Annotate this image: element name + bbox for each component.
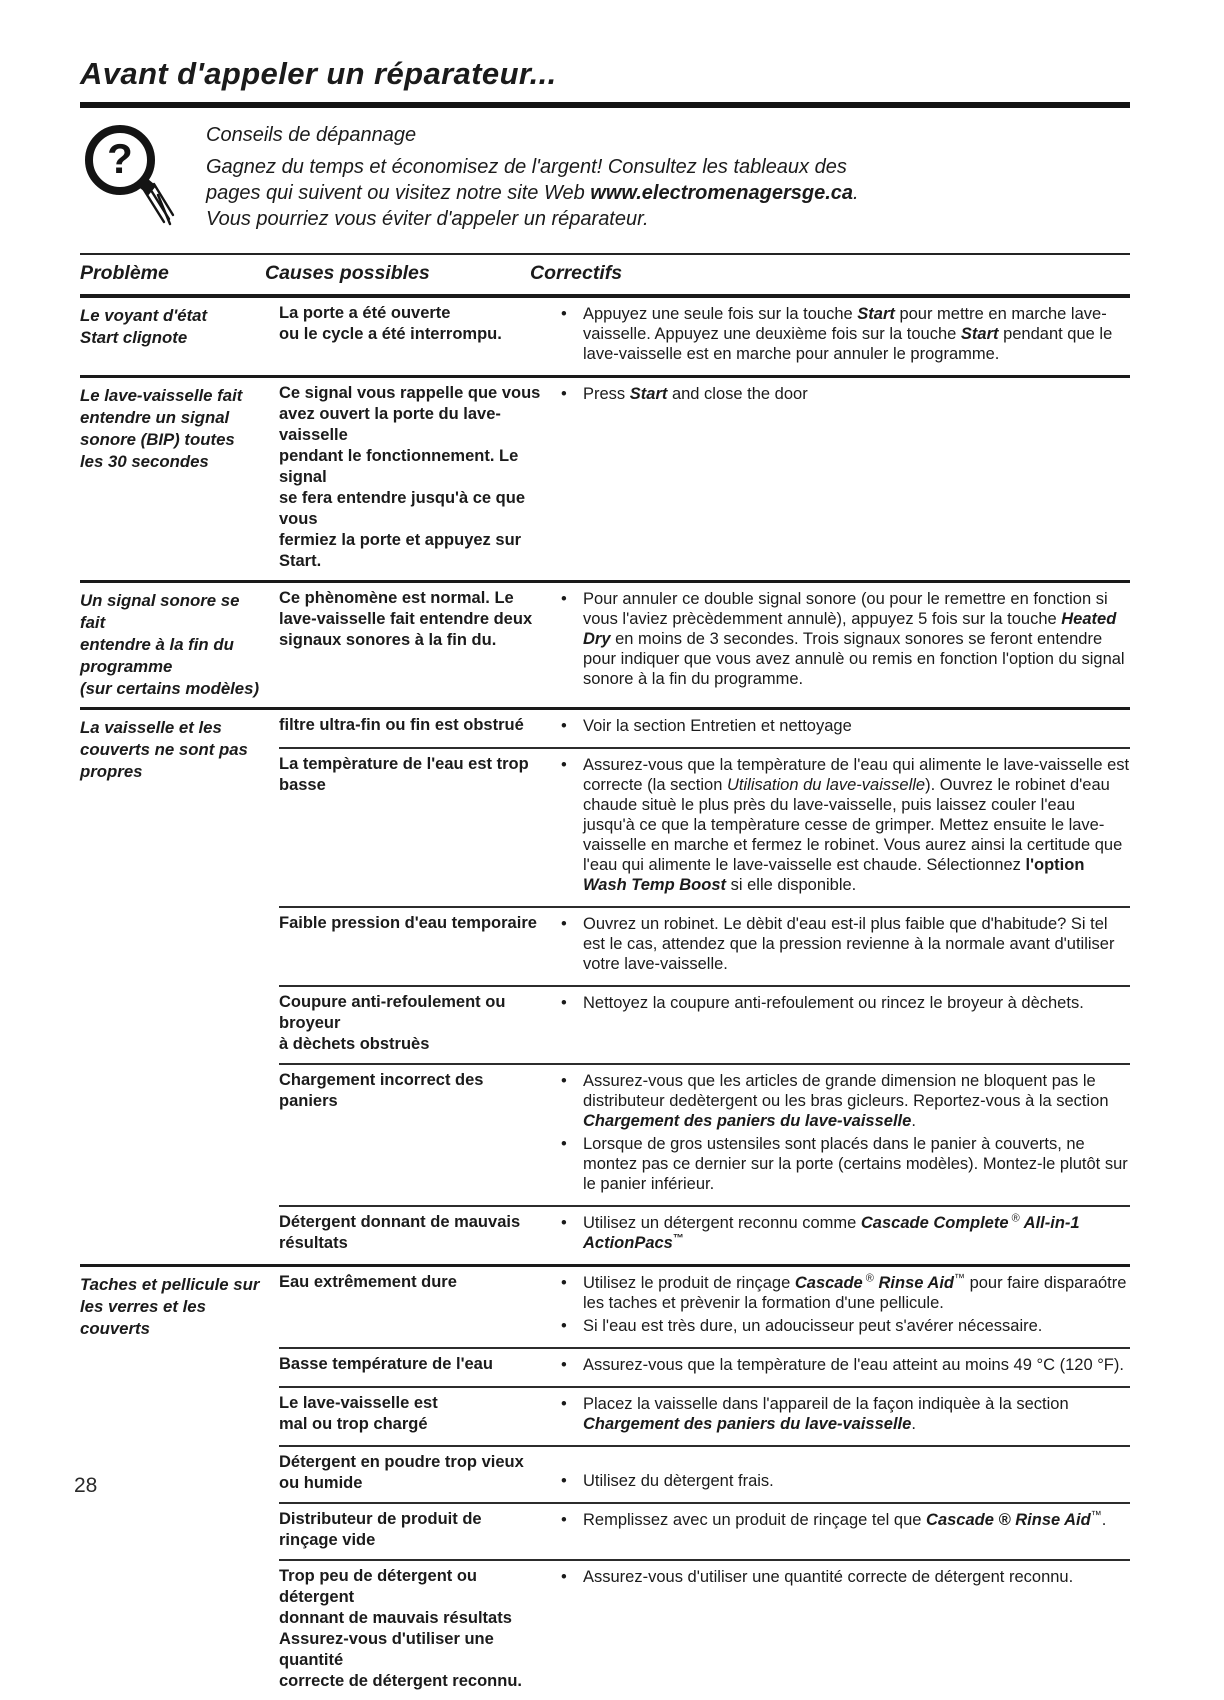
bullet-icon: • xyxy=(561,1317,567,1335)
text-segment: Si l'eau est très dure, un adoucisseur peut s'avérer nécessaire. xyxy=(583,1317,1043,1335)
cause-cell xyxy=(279,1070,558,1197)
correctif-bullet xyxy=(558,1316,1130,1336)
text-segment: Pour annuler ce double signal sonore (ou pour le remettre en fonction si vous l'aviez prècèdemment annulè), appuyez 5 fois sur la touche xyxy=(583,590,1108,628)
intro-paragraph xyxy=(206,154,859,232)
cause-line: Faible pression d'eau temporaire xyxy=(279,914,537,932)
intro-heading: Conseils de dépannage xyxy=(206,124,417,146)
correctif-bullet xyxy=(558,755,1130,895)
correctif-cell xyxy=(558,1354,1130,1378)
cause-line: fermiez la porte et appuyez sur Start. xyxy=(279,531,522,570)
table-subrow xyxy=(279,1267,1130,1347)
table-row xyxy=(80,1264,1130,1700)
cause-line: pendant le fonctionnement. Le signal xyxy=(279,447,519,486)
problem-cell xyxy=(80,583,279,707)
cause-line: Basse température de l'eau xyxy=(279,1355,493,1373)
bullet-text xyxy=(583,755,1130,895)
manual-page-content xyxy=(80,56,1130,1700)
cause-line: à dèchets obstruès xyxy=(279,1035,430,1053)
bullet-icon: • xyxy=(561,1356,567,1374)
problem-line: couverts ne sont pas xyxy=(80,740,248,759)
bullet-text xyxy=(583,1316,1130,1336)
cause-cell xyxy=(279,1354,558,1378)
correctif-bullet xyxy=(558,1567,1130,1587)
correctif-bullet xyxy=(558,1510,1130,1530)
text-segment: en moins de 3 secondes. Trois signaux sonores se feront entendre pour indiquer que vous avez annulè ou remis en fonction l'option du signal sonore à la fin du programme. xyxy=(583,630,1125,688)
table-subrow xyxy=(279,298,1130,375)
subrow-group xyxy=(279,378,1130,580)
correctif-cell xyxy=(558,383,1130,572)
cause-line: Eau extrêmement dure xyxy=(279,1273,457,1291)
bullet-icon: • xyxy=(561,717,567,735)
cause-line: Ce phènomène est normal. Le xyxy=(279,589,514,607)
cause-cell xyxy=(279,754,558,898)
text-segment: Assurez-vous que la tempèrature de l'eau atteint au moins 49 °C (120 °F). xyxy=(583,1356,1124,1374)
cause-line: se fera entendre jusqu'à ce que vous xyxy=(279,489,526,528)
text-segment: Chargement des paniers du lave-vaisselle xyxy=(583,1415,912,1433)
cause-cell xyxy=(279,383,558,572)
text-segment: Utilisez du dètergent frais. xyxy=(583,1472,774,1490)
cause-line: Ce signal vous rappelle que vous xyxy=(279,384,541,402)
problem-line: (sur certains modèles) xyxy=(80,679,260,698)
problem-line: Le voyant d'état xyxy=(80,306,208,325)
text-segment: www.electromenagersge.ca xyxy=(590,182,854,204)
cause-cell xyxy=(279,303,558,367)
table-row xyxy=(80,298,1130,375)
text-segment: . xyxy=(911,1415,916,1433)
text-segment: Utilisation du lave-vaisselle xyxy=(726,776,926,794)
magnifier-question-icon xyxy=(80,120,188,237)
text-segment: Rinse Aid xyxy=(873,1274,954,1292)
correctif-cell xyxy=(558,588,1130,692)
problem-line: les 30 secondes xyxy=(80,452,209,471)
text-segment: Heated Dry xyxy=(583,610,1117,648)
text-segment: . xyxy=(1101,1511,1107,1529)
problem-cell xyxy=(80,710,279,1264)
cause-line: résultats xyxy=(279,1234,348,1252)
text-segment: pendant que le lave-vaisselle est en marche pour annuler le programme. xyxy=(583,325,1113,363)
bullet-icon: • xyxy=(561,1214,567,1232)
cause-line: Assurez-vous d'utiliser une quantité xyxy=(279,1630,494,1669)
bullet-icon: • xyxy=(561,1568,567,1586)
bullet-icon: • xyxy=(561,915,567,933)
troubleshooting-table xyxy=(80,253,1130,1700)
title-rule xyxy=(80,102,1130,108)
bullet-text xyxy=(583,1355,1130,1375)
cause-cell xyxy=(279,715,558,739)
text-segment: Utilisez un détergent reconnu comme xyxy=(583,1214,861,1232)
correctif-cell xyxy=(558,1272,1130,1339)
problem-cell xyxy=(80,378,279,580)
bullet-icon: • xyxy=(561,1135,567,1153)
correctif-bullet xyxy=(558,716,1130,736)
intro-line xyxy=(206,206,859,232)
correctif-cell xyxy=(558,992,1130,1055)
correctif-cell xyxy=(558,913,1130,977)
correctif-bullet xyxy=(558,914,1130,974)
bullet-icon: • xyxy=(561,305,567,323)
bullet-icon: • xyxy=(561,756,567,774)
table-subrow xyxy=(279,1445,1130,1502)
cause-cell xyxy=(279,1212,558,1256)
text-segment: Cascade ® Rinse Aid xyxy=(926,1511,1091,1529)
cause-line: Détergent donnant de mauvais xyxy=(279,1213,521,1231)
correctif-cell xyxy=(558,1452,1130,1494)
page-number: 28 xyxy=(74,1474,98,1497)
text-segment: ). Ouvrez le robinet d'eau chaude situè le plus près du lave-vaisselle, puis laissez couler l'eau jusqu'à ce que la tempèrature cesse de grimper. Mettez ensuite le lave-vaisselle en marche et fermez le robinet. Vous aurez ainsi la certitude que l'eau qui alimente le lave-vaisselle est chaude. Sélectionnez xyxy=(583,776,1123,874)
table-subrow xyxy=(279,747,1130,906)
correctif-cell xyxy=(558,1070,1130,1197)
troubleshooting-intro xyxy=(80,120,1130,237)
text-segment: Assurez-vous que la tempèrature de l'eau qui alimente le lave-vaisselle est correcte (la section xyxy=(583,756,1130,794)
table-subrow xyxy=(279,985,1130,1063)
text-segment: Ouvrez un robinet. Le dèbit d'eau est-il plus faible que d'habitude? Si tel est le cas, attendez que la pression revienne à la normale avant d'utiliser votre lave-vaisselle. xyxy=(583,915,1115,973)
cause-cell xyxy=(279,913,558,977)
cause-line: Chargement incorrect des paniers xyxy=(279,1071,484,1110)
table-subrow xyxy=(279,1502,1130,1559)
text-segment: ™ xyxy=(672,1232,684,1245)
bullet-icon: • xyxy=(561,385,567,403)
problem-line: propres xyxy=(80,762,143,781)
cause-line: Le lave-vaisselle est xyxy=(279,1394,438,1412)
bullet-text xyxy=(583,1273,1130,1313)
cause-line: mal ou trop chargé xyxy=(279,1415,428,1433)
text-segment: pour mettre en marche lave-vaisselle. Appuyez une deuxième fois sur la touche xyxy=(583,305,1107,343)
text-segment: and close the door xyxy=(667,385,808,403)
correctif-bullet xyxy=(558,1134,1130,1194)
table-subrow xyxy=(279,583,1130,700)
problem-cell xyxy=(80,298,279,375)
bullet-text xyxy=(583,1471,1130,1491)
problem-cell xyxy=(80,1267,279,1700)
bullet-text xyxy=(583,993,1130,1013)
bullet-text xyxy=(583,1510,1130,1530)
problem-line: sonore (BIP) toutes xyxy=(80,430,235,449)
correctif-cell xyxy=(558,1566,1130,1692)
bullet-text xyxy=(583,716,1130,736)
cause-line: lave-vaisselle fait entendre deux xyxy=(279,610,533,628)
text-segment: Cascade xyxy=(794,1274,863,1292)
text-segment: ™ xyxy=(1090,1509,1102,1522)
correctif-bullet xyxy=(558,1355,1130,1375)
intro-text xyxy=(206,120,859,237)
text-segment: Wash Temp Boost xyxy=(583,876,727,894)
table-subrow xyxy=(279,1063,1130,1205)
bullet-icon: • xyxy=(561,590,567,608)
cause-cell xyxy=(279,1452,558,1494)
bullet-text xyxy=(583,1134,1130,1194)
cause-line: ou humide xyxy=(279,1474,363,1492)
correctif-bullet xyxy=(558,1273,1130,1313)
subrow-group xyxy=(279,1267,1130,1700)
bullet-text xyxy=(583,1071,1130,1131)
text-segment: ™ xyxy=(954,1272,965,1285)
bullet-icon: • xyxy=(561,994,567,1012)
text-segment: ® xyxy=(1008,1212,1020,1225)
bullet-icon: • xyxy=(561,1274,567,1292)
text-segment: Nettoyez la coupure anti-refoulement ou rincez le broyeur à dèchets. xyxy=(583,994,1084,1012)
table-row xyxy=(80,375,1130,580)
text-segment: Start xyxy=(960,325,999,343)
subrow-group xyxy=(279,298,1130,375)
intro-line xyxy=(206,154,859,180)
intro-line xyxy=(206,180,859,206)
text-segment: Press xyxy=(583,385,630,403)
correctif-bullet xyxy=(558,1071,1130,1131)
table-subrow xyxy=(279,1386,1130,1445)
problem-line: Start clignote xyxy=(80,328,188,347)
correctif-cell xyxy=(558,754,1130,898)
text-segment: Vous pourriez vous éviter d'appeler un réparateur. xyxy=(206,208,649,230)
text-segment: Voir la section Entretien et nettoyage xyxy=(583,717,852,735)
table-subrow xyxy=(279,906,1130,985)
text-segment: All-in-1 ActionPacs xyxy=(583,1214,1080,1252)
cause-cell xyxy=(279,1566,558,1692)
cause-line: Distributeur de produit de rinçage vide xyxy=(279,1510,482,1549)
bullet-text xyxy=(583,589,1130,689)
cause-line: correcte de détergent reconnu. xyxy=(279,1672,522,1690)
problem-line: La vaisselle et les xyxy=(80,718,222,737)
bullet-text xyxy=(583,914,1130,974)
correctif-bullet xyxy=(558,1471,1130,1491)
table-subrow xyxy=(279,1347,1130,1386)
cause-line: ou le cycle a été interrompu. xyxy=(279,325,502,343)
bullet-icon: • xyxy=(561,1511,567,1529)
cause-line: signaux sonores à la fin du. xyxy=(279,631,497,649)
correctif-cell xyxy=(558,1509,1130,1551)
cause-line: Coupure anti-refoulement ou broyeur xyxy=(279,993,506,1032)
text-segment: Remplissez avec un produit de rinçage tel que xyxy=(583,1511,927,1529)
correctif-cell xyxy=(558,303,1130,367)
correctif-bullet xyxy=(558,384,1130,404)
text-segment: Placez la vaisselle dans l'appareil de la façon indiquèe à la section xyxy=(583,1395,1069,1413)
correctif-bullet xyxy=(558,304,1130,364)
problem-line: programme xyxy=(80,657,173,676)
cause-line: La tempèrature de l'eau est trop basse xyxy=(279,755,529,794)
subrow-group xyxy=(279,583,1130,707)
text-segment: Assurez-vous d'utiliser une quantité correcte de détergent reconnu. xyxy=(583,1568,1074,1586)
cause-cell xyxy=(279,1509,558,1551)
correctif-bullet xyxy=(558,1213,1130,1253)
text-segment: pour faire disparaótre les taches et prèvenir la formation d'une pellicule. xyxy=(583,1274,1127,1312)
bullet-text xyxy=(583,1394,1130,1434)
table-row xyxy=(80,580,1130,707)
table-header-row xyxy=(80,255,1130,298)
bullet-text xyxy=(583,1567,1130,1587)
cause-line: filtre ultra-fin ou fin est obstrué xyxy=(279,716,524,734)
text-segment: Cascade Complete xyxy=(860,1214,1009,1232)
svg-text:?: ? xyxy=(107,135,133,182)
text-segment: Lorsque de gros ustensiles sont placés dans le panier à couverts, ne montez pas ce dernier sur la porte (certains modèles). Montez-le plutôt sur le panier inférieur. xyxy=(583,1135,1128,1193)
text-segment: Gagnez du temps et économisez de l'argent! Consultez les tableaux des xyxy=(206,156,847,178)
text-segment: Utilisez le produit de rinçage xyxy=(583,1274,795,1292)
correctif-cell xyxy=(558,1212,1130,1256)
problem-line: Un signal sonore se fait xyxy=(80,591,240,632)
problem-line: Le lave-vaisselle fait xyxy=(80,386,243,405)
text-segment: Assurez-vous que les articles de grande dimension ne bloquent pas le distributeur dedètergent ou les bras gicleurs. Reportez-vous à la section xyxy=(583,1072,1109,1110)
text-segment: . xyxy=(911,1112,916,1130)
correctif-bullet xyxy=(558,1394,1130,1434)
correctif-cell xyxy=(558,1393,1130,1437)
problem-line: entendre un signal xyxy=(80,408,230,427)
cause-line: Détergent en poudre trop vieux xyxy=(279,1453,524,1471)
text-segment: si elle disponible. xyxy=(726,876,857,894)
text-segment: Appuyez une seule fois sur la touche xyxy=(583,305,858,323)
bullet-text xyxy=(583,1213,1130,1253)
table-subrow xyxy=(279,378,1130,580)
text-segment: Chargement des paniers du lave-vaisselle xyxy=(583,1112,912,1130)
cause-line: Trop peu de détergent ou détergent xyxy=(279,1567,478,1606)
bullet-text xyxy=(583,304,1130,364)
table-subrow xyxy=(279,1559,1130,1700)
bullet-icon: • xyxy=(561,1395,567,1413)
bullet-icon: • xyxy=(561,1472,567,1490)
cause-line: La porte a été ouverte xyxy=(279,304,451,322)
problem-line: les verres et les couverts xyxy=(80,1297,206,1338)
text-segment: ® xyxy=(862,1272,874,1285)
bullet-text xyxy=(583,384,1130,404)
cause-line: avez ouvert la porte du lave-vaisselle xyxy=(279,405,501,444)
problem-line: entendre à la fin du xyxy=(80,635,234,654)
column-header-causes: Causes possibles xyxy=(265,262,430,284)
cause-cell xyxy=(279,1272,558,1339)
cause-line: donnant de mauvais résultats xyxy=(279,1609,512,1627)
text-segment: Start xyxy=(857,305,895,323)
page-title: Avant d'appeler un réparateur... xyxy=(80,56,557,91)
text-segment: . xyxy=(853,182,859,204)
subrow-group xyxy=(279,710,1130,1264)
table-row xyxy=(80,707,1130,1264)
cause-cell xyxy=(279,1393,558,1437)
cause-cell xyxy=(279,992,558,1055)
correctif-bullet xyxy=(558,993,1130,1013)
correctif-cell xyxy=(558,715,1130,739)
text-segment: Start xyxy=(629,385,668,403)
text-segment: pages qui suivent ou visitez notre site Web xyxy=(206,182,591,204)
column-header-probleme: Problème xyxy=(80,262,169,284)
bullet-icon: • xyxy=(561,1072,567,1090)
problem-line: Taches et pellicule sur xyxy=(80,1275,260,1294)
table-body xyxy=(80,298,1130,1700)
column-header-correctifs: Correctifs xyxy=(530,262,623,284)
cause-cell xyxy=(279,588,558,692)
correctif-bullet xyxy=(558,589,1130,689)
table-subrow xyxy=(279,1205,1130,1264)
text-segment: l'option xyxy=(1025,856,1085,874)
table-subrow xyxy=(279,710,1130,747)
